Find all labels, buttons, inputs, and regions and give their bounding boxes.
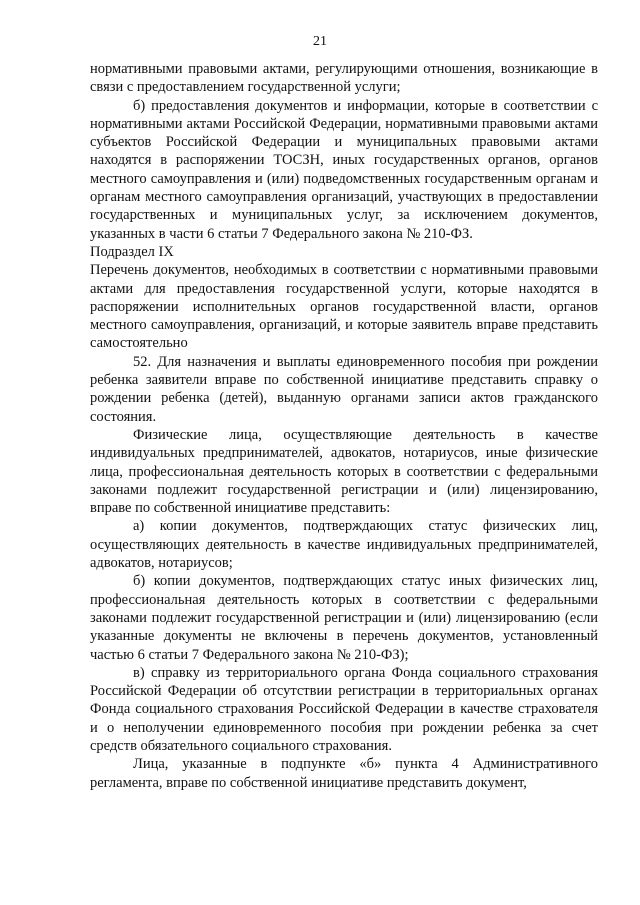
paragraph-continuation: нормативными правовыми актами, регулирующими отношения, возникающие в связи с предоставлением государственной услуги; (90, 61, 598, 96)
page-number: 21 (313, 34, 327, 49)
paragraph-individuals: Физические лица, осуществляющие деятельность в качестве индивидуальных предпринимателей, адвокатов, нотариусов, иные физические лица, профессиональная деятельность которых в соответствии с федеральными законами подлежит государственной регистрации и (или) лицензированию, вправе по собственной инициативе представить: (90, 426, 598, 517)
paragraph-b-documents: б) предоставления документов и информации, которые в соответствии с нормативными актами Российской Федерации, нормативными правовыми актами субъектов Российской Федерации и муниципальных правовыми актами находятся в распоряжении ТОСЗН, иных государственных органов, органов местного самоуправления и (или) подведомственных государственным органам и органам местного самоуправления организаций, участвующих в предоставлении государственных и муниципальных услуг, за исключением документов, указанных в части 6 статьи 7 Федерального закона № 210-ФЗ. (90, 97, 598, 242)
subsection-title: Перечень документов, необходимых в соответствии с нормативными правовыми актами для предоставления государственной услуги, которые находятся в распоряжении исполнительных органов государственной власти, органов местного самоуправления, организаций, и которые заявитель вправе представить самостоятельно (90, 262, 598, 352)
paragraph-persons: Лица, указанные в подпункте «б» пункта 4 Административного регламента, вправе по собственной инициативе представить документ, (90, 756, 598, 791)
subsection-label: Подраздел IX (90, 243, 174, 260)
paragraph-52: 52. Для назначения и выплаты единовременного пособия при рождении ребенка заявители вправе по собственной инициативе представить справку о рождении ребенка (детей), выданную органами записи актов гражданского состояния. (90, 353, 598, 425)
list-item-a: а) копии документов, подтверждающих статус физических лиц, осуществляющих деятельность в качестве индивидуальных предпринимателей, адвокатов, нотариусов; (90, 518, 598, 572)
list-item-v: в) справку из территориального органа Фонда социального страхования Российской Федерации об отсутствии регистрации в территориальных органах Фонда социального страхования Российской Федерации в качестве страхователя и о неполучении единовременного пособия при рождении ребенка за счет средств обязательного социального страхования. (90, 664, 598, 754)
document-body (90, 60, 598, 792)
list-item-b: б) копии документов, подтверждающих статус иных физических лиц, профессиональная деятельность которых в соответствии с федеральными законами подлежит государственной регистрации и (или) лицензированию (если указанные документы не включены в перечень документов, установленный частью 6 статьи 7 Федерального закона № 210-ФЗ); (90, 573, 598, 663)
